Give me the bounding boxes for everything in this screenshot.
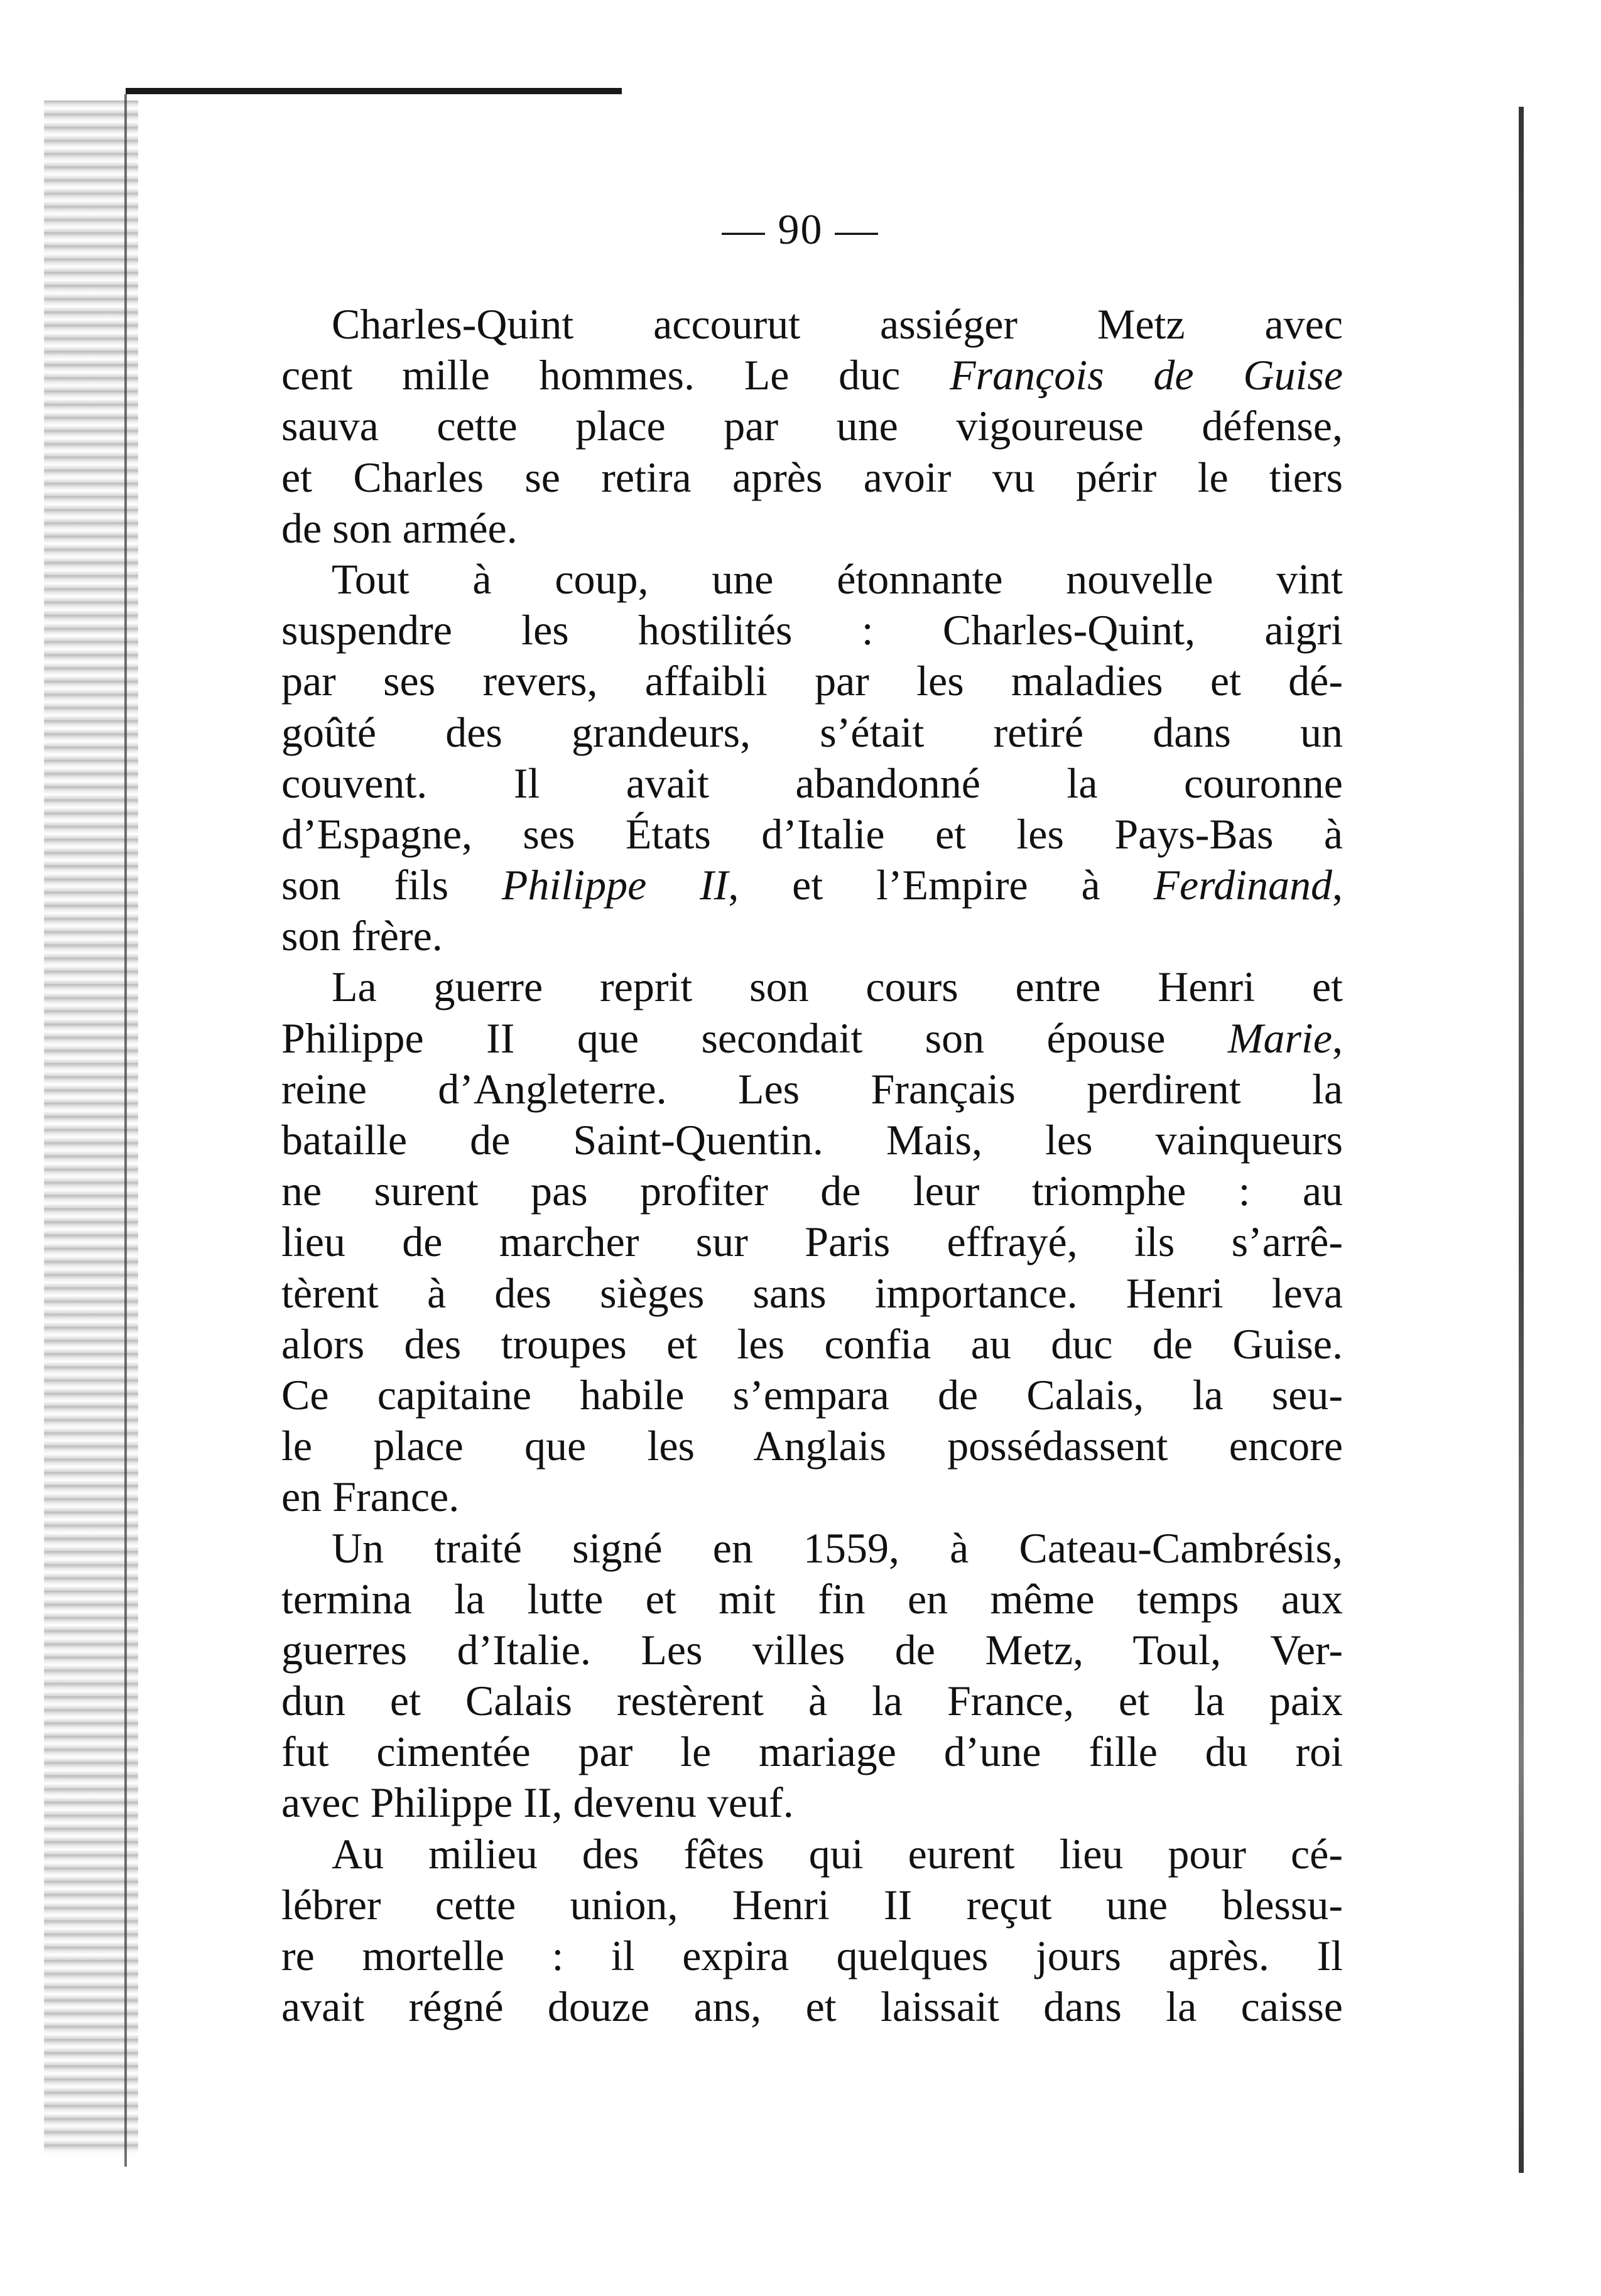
text-span: alors des troupes et les confia au duc de Guise. [281, 1319, 1343, 1368]
text-line [281, 1370, 1343, 1421]
text-span: avec Philippe II, devenu veuf. [281, 1779, 794, 1827]
text-line [281, 1574, 1343, 1625]
text-line [281, 452, 1343, 503]
text-span: guerres d’Italie. Les villes de Metz, Toul, Ver- [281, 1625, 1343, 1674]
text-span: Un traité signé en 1559, à Cateau-Cambrésis, [332, 1524, 1343, 1572]
text-line [281, 911, 1343, 961]
text-span: bataille de Saint-Quentin. Mais, les vainqueurs [281, 1116, 1343, 1164]
italic-span: Marie [1227, 1014, 1332, 1062]
text-span: de son armée. [281, 504, 518, 552]
text-span: cent mille hommes. Le duc [281, 351, 950, 399]
text-line [281, 1013, 1343, 1064]
text-span: , [1332, 861, 1343, 909]
text-line [281, 1880, 1343, 1930]
text-span: fut cimentée par le mariage d’une fille du roi [281, 1728, 1343, 1776]
text-span: La guerre reprit son cours entre Henri et [332, 963, 1343, 1011]
text-span: d’Espagne, ses États d’Italie et les Pays-Bas à [281, 810, 1343, 858]
text-span: en France. [281, 1473, 460, 1521]
text-line [281, 1421, 1343, 1471]
text-line [281, 1268, 1343, 1319]
text-line [281, 860, 1343, 911]
text-line [281, 1726, 1343, 1777]
text-line [281, 1216, 1343, 1267]
text-span: ne surent pas profiter de leur triomphe : au [281, 1167, 1343, 1215]
text-span: Au milieu des fêtes qui eurent lieu pour cé- [332, 1829, 1343, 1878]
page-right-edge [1519, 107, 1524, 2173]
text-line [281, 1115, 1343, 1166]
text-span: Tout à coup, une étonnante nouvelle vint [332, 555, 1343, 603]
text-line [281, 1064, 1343, 1115]
text-span: lébrer cette union, Henri II reçut une blessu- [281, 1880, 1343, 1929]
text-span: couvent. Il avait abandonné la couronne [281, 759, 1343, 807]
text-line [281, 809, 1343, 860]
text-span: , [1332, 1014, 1343, 1062]
text-line [281, 961, 1343, 1012]
text-line [281, 503, 1343, 554]
text-line [281, 707, 1343, 758]
text-line [281, 1319, 1343, 1370]
text-span: Philippe II que secondait son épouse [281, 1014, 1228, 1062]
text-span: tèrent à des sièges sans importance. Henri leva [281, 1269, 1343, 1317]
text-line [281, 350, 1343, 401]
text-span: le place que les Anglais possédassent encore [281, 1422, 1343, 1470]
text-span: suspendre les hostilités : Charles-Quint, aigri [281, 606, 1343, 654]
text-span: , et l’Empire à [728, 861, 1154, 909]
text-line [281, 656, 1343, 707]
italic-span: Philippe II [501, 861, 729, 909]
text-line [281, 1930, 1343, 1981]
text-span: et Charles se retira après avoir vu périr le tiers [281, 453, 1343, 501]
text-span: par ses revers, affaibli par les maladies et dé- [281, 657, 1343, 705]
text-line [281, 1777, 1343, 1828]
text-span: goûté des grandeurs, s’était retiré dans un [281, 708, 1343, 756]
text-line [281, 1829, 1343, 1880]
text-line [281, 1471, 1343, 1522]
text-line [281, 605, 1343, 656]
text-line [281, 299, 1343, 350]
text-span: dun et Calais restèrent à la France, et la paix [281, 1677, 1343, 1725]
top-rule [126, 88, 622, 94]
text-span: sauva cette place par une vigoureuse défense, [281, 402, 1343, 450]
page-number: — 90 — [722, 205, 879, 253]
text-line [281, 1523, 1343, 1574]
text-line [281, 1981, 1343, 2032]
text-span: termina la lutte et mit fin en même temps aux [281, 1574, 1343, 1623]
text-span: son frère. [281, 912, 443, 960]
italic-span: François de Guise [950, 351, 1343, 399]
text-line [281, 401, 1343, 452]
text-line [281, 1676, 1343, 1726]
text-span: re mortelle : il expira quelques jours après. Il [281, 1932, 1343, 1979]
text-span: son fils [281, 861, 502, 909]
text-span: lieu de marcher sur Paris effrayé, ils s’arrê- [281, 1218, 1343, 1266]
text-span: Ce capitaine habile s’empara de Calais, la seu- [281, 1370, 1343, 1419]
text-line [281, 758, 1343, 809]
page-left-edge [124, 94, 127, 2167]
text-line [281, 1166, 1343, 1216]
italic-span: Ferdinand [1153, 861, 1333, 909]
text-span: reine d’Angleterre. Les Français perdirent la [281, 1064, 1343, 1113]
text-span: Charles-Quint accourut assiéger Metz avec [332, 300, 1343, 348]
body-text [281, 299, 1343, 2032]
text-line [281, 1625, 1343, 1676]
text-span: avait régné douze ans, et laissait dans la caisse [281, 1983, 1343, 2031]
text-line [281, 554, 1343, 605]
